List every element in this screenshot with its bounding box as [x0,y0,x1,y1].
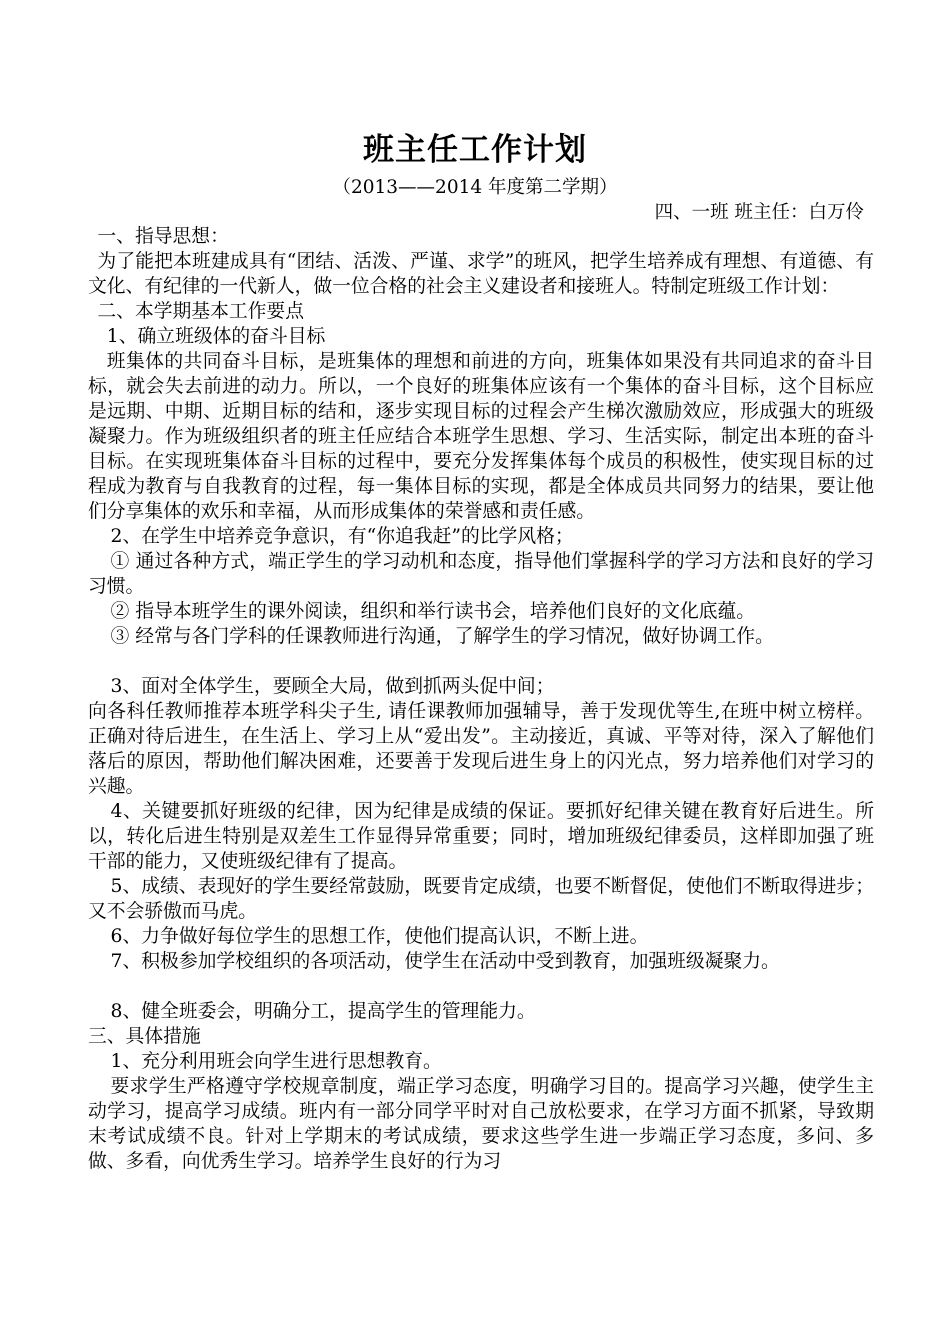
section-heading-measures: 三、具体措施 [88,1026,201,1047]
blank-line [88,974,874,999]
list-item-circled-3: ③ 经常与各门学科的任课教师进行沟通，了解学生的学习情况，做好协调工作。 [110,626,774,647]
list-item-circled-2: ② 指导本班学生的课外阅读，组织和举行读书会，培养他们良好的文化底蕴。 [110,601,756,622]
paragraph-point-4: 4、关键要抓好班级的纪律，因为纪律是成绩的保证。要抓好纪律关键在教育好后进生。所以，转化后进生特别是双差生工作显得异常重要；同时，增加班级纪律委员，这样即加强了班干部的能力，又使班级纪律有了提高。 [88,801,874,872]
paragraph-point-3: 向各科任教师推荐本班学科尖子生, 请任课教师加强辅导，善于发现优等生,在班中树立榜样。正确对待后进生，在生活上、学习上从“爱出发”。主动接近，真诚、平等对待，深入了解他们落后的原因，帮助他们解决困难，还要善于发现后进生身上的闪光点，努力培养他们对学习的兴趣。 [88,701,874,797]
paragraph-point-6: 6、力争做好每位学生的思想工作，使他们提高认识，不断上进。 [110,926,649,947]
document-title: 班主任工作计划 [363,132,587,168]
subheading-measure-1: 1、充分利用班会向学生进行思想教育。 [110,1051,442,1072]
subheading-point-1: 1、确立班级体的奋斗目标 [106,326,326,347]
paragraph-guiding-thought: 为了能把本班建成具有“团结、活泼、严谨、求学”的班风，把学生培养成有理想、有道德、有文化、有纪律的一代新人，做一位合格的社会主义建设者和接班人。特制定班级工作计划： [88,251,874,297]
paragraph-point-7: 7、积极参加学校组织的各项活动，使学生在活动中受到教育，加强班级凝聚力。 [110,951,780,972]
document-body [88,224,874,1174]
subheading-point-3: 3、面对全体学生，要顾全大局，做到抓两头促中间； [110,676,555,697]
paragraph-point-1: 班集体的共同奋斗目标，是班集体的理想和前进的方向，班集体如果没有共同追求的奋斗目标，就会失去前进的动力。所以，一个良好的班集体应该有一个集体的奋斗目标，这个目标应是远期、中期、近期目标的结和，逐步实现目标的过程会产生梯次激励效应，形成强大的班级凝聚力。作为班级组织者的班主任应结合本班学生思想、学习、生活实际，制定出本班的奋斗目标。在实现班集体奋斗目标的过程中，要充分发挥集体每个成员的积极性，使实现目标的过程成为教育与自我教育的过程，每一集体目标的实现，都是全体成员共同努力的结果，要让他们分享集体的欢乐和幸福，从而形成集体的荣誉感和责任感。 [88,351,874,522]
paragraph-point-5: 5、成绩、表现好的学生要经常鼓励，既要肯定成绩，也要不断督促，使他们不断取得进步；又不会骄傲而马虎。 [88,876,874,922]
class-teacher-byline: 四、一班 班主任：白万伶 [654,202,864,223]
subheading-point-2: 2、在学生中培养竞争意识，有“你追我赶”的比学风格； [110,526,574,547]
paragraph-point-8: 8、健全班委会，明确分工，提高学生的管理能力。 [110,1001,536,1022]
section-heading-guiding-thought: 一、指导思想： [97,226,229,247]
section-heading-work-points: 二、本学期基本工作要点 [97,301,304,322]
list-item-circled-1: ① 通过各种方式，端正学生的学习动机和态度，指导他们掌握科学的学习方法和良好的学习习惯。 [88,551,874,597]
blank-line [88,649,874,674]
document-subtitle: （2013——2014 年度第二学期） [332,177,618,198]
paragraph-measure-1: 要求学生严格遵守学校规章制度，端正学习态度，明确学习目的。提高学习兴趣，使学生主动学习，提高学习成绩。班内有一部分同学平时对自己放松要求，在学习方面不抓紧，导致期末考试成绩不良。针对上学期末的考试成绩，要求这些学生进一步端正学习态度，多问、多做、多看，向优秀生学习。培养学生良好的行为习 [88,1076,874,1172]
